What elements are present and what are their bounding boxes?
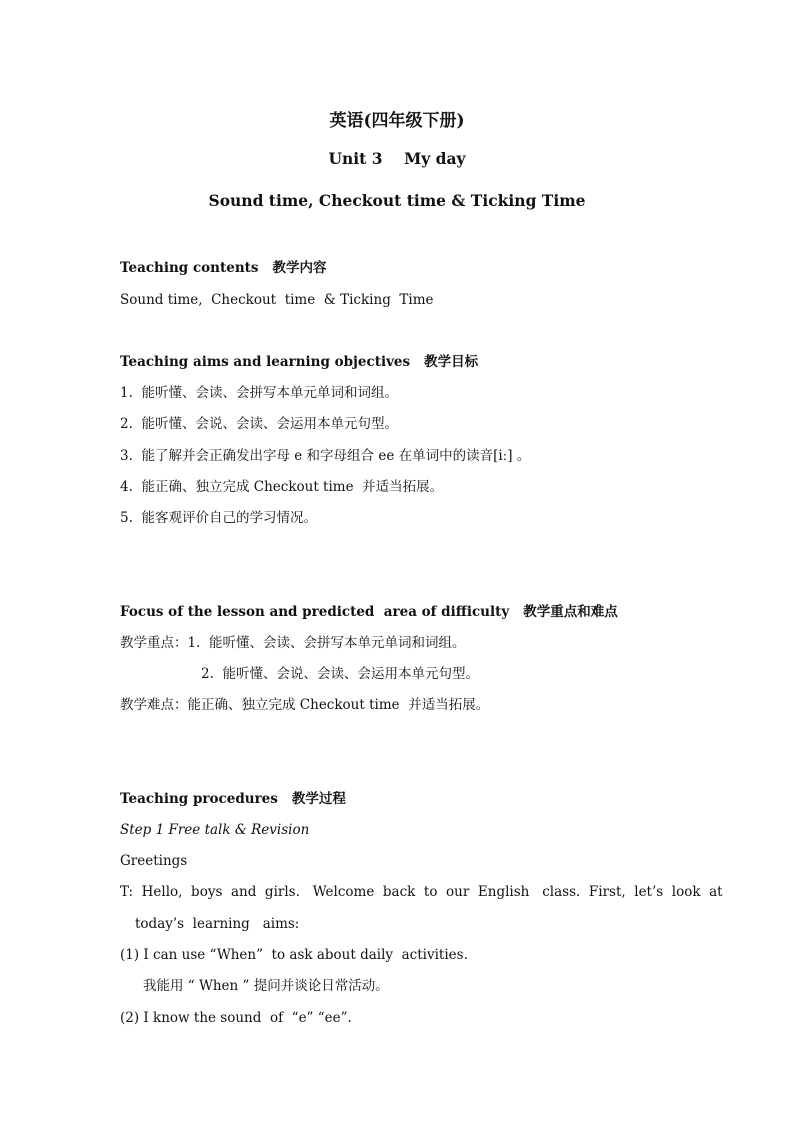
procedures-heading-en: Teaching procedures xyxy=(120,791,278,807)
focus-key-label: 教学重点： xyxy=(120,635,188,651)
aim-item-5: 5. 能客观评价自己的学习情况。 xyxy=(120,510,317,526)
greetings-text: Greetings xyxy=(120,853,188,869)
aim-1-zh: 我能用 “ When ” 提问并谈论日常活动。 xyxy=(143,978,389,994)
focus-difficulty-label: 教学难点： xyxy=(120,697,188,713)
focus-difficulty-text: 能正确、独立完成 Checkout time 并适当拓展。 xyxy=(187,697,490,713)
contents-heading-zh: 教学内容 xyxy=(272,260,327,276)
contents-heading-en: Teaching contents xyxy=(120,260,259,276)
contents-heading xyxy=(120,258,326,278)
contents-text: Sound time, Checkout time & Ticking Time xyxy=(120,292,434,308)
unit-title xyxy=(0,149,794,168)
teacher-line-1: T: Hello, boys and girls. Welcome back to our English class. First, let’s look at xyxy=(120,884,723,900)
focus-difficulty-line xyxy=(120,695,489,715)
unit-title-text: Unit 3 My day xyxy=(328,149,466,168)
lesson-title: Sound time, Checkout time & Ticking Time xyxy=(208,191,586,210)
step1-heading: Step 1 Free talk & Revision xyxy=(120,822,310,838)
focus-heading-zh: 教学重点和难点 xyxy=(523,604,618,620)
focus-key-line-1 xyxy=(120,633,465,653)
aim-item-3: 3. 能了解并会正确发出字母 e 和字母组合 ee 在单词中的读音[iː] 。 xyxy=(120,448,531,464)
aims-heading-zh: 教学目标 xyxy=(424,354,479,370)
focus-key-item-2: 2. 能听懂、会说、会读、会运用本单元句型。 xyxy=(201,666,479,682)
aim-item-1: 1. 能听懂、会读、会拼写本单元单词和词组。 xyxy=(120,385,398,401)
subject-title: 英语(四年级下册) xyxy=(329,111,465,131)
aim-2-en: (2) I know the sound of “e” “ee”. xyxy=(120,1010,352,1026)
focus-heading-en: Focus of the lesson and predicted area of difficulty xyxy=(120,604,510,620)
aim-item-2: 2. 能听懂、会说、会读、会运用本单元句型。 xyxy=(120,416,398,432)
aims-heading-en: Teaching aims and learning objectives xyxy=(120,354,411,370)
aim-item-4: 4. 能正确、独立完成 Checkout time 并适当拓展。 xyxy=(120,479,444,495)
procedures-heading-zh: 教学过程 xyxy=(291,791,346,807)
aim-1-en: (1) I can use “When” to ask about daily activities. xyxy=(120,947,468,963)
focus-heading xyxy=(120,602,618,622)
procedures-heading xyxy=(120,789,346,809)
teacher-line-2: today’s learning aims: xyxy=(135,916,300,932)
focus-key-item-1: 1. 能听懂、会读、会拼写本单元单词和词组。 xyxy=(187,635,466,651)
aims-heading xyxy=(120,352,478,372)
